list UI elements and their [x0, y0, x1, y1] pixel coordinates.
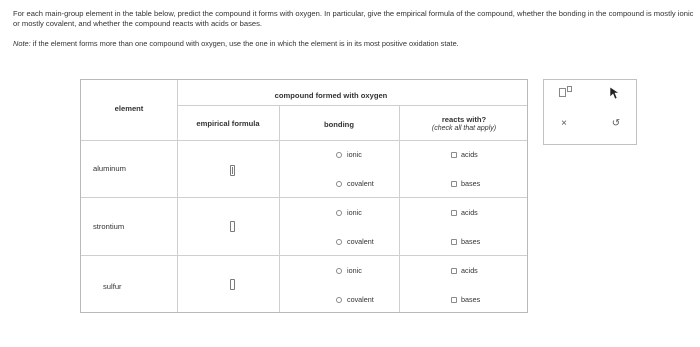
- checkbox-acids-sulfur[interactable]: [451, 266, 478, 275]
- radio-covalent-strontium[interactable]: [336, 237, 374, 246]
- checkbox-square[interactable]: [451, 152, 457, 158]
- checkbox-label: bases: [461, 237, 481, 246]
- checkbox-square[interactable]: [451, 268, 457, 274]
- superscript-base-box: [559, 88, 566, 97]
- grid-line: [81, 255, 527, 256]
- grid-line: [177, 105, 527, 106]
- radio-circle[interactable]: [336, 210, 342, 216]
- radio-circle[interactable]: [336, 239, 342, 245]
- checkbox-square[interactable]: [451, 239, 457, 245]
- header-bonding: bonding: [324, 120, 354, 129]
- checkbox-bases-sulfur[interactable]: [451, 295, 480, 304]
- cursor-icon-svg: [609, 86, 621, 100]
- checkbox-acids-strontium[interactable]: [451, 208, 478, 217]
- radio-ionic-strontium[interactable]: [336, 208, 362, 217]
- checkbox-label: acids: [461, 208, 478, 217]
- radio-ionic-aluminum[interactable]: [336, 150, 362, 159]
- radio-covalent-sulfur[interactable]: [336, 295, 374, 304]
- radio-label: covalent: [347, 179, 374, 188]
- formula-input-strontium[interactable]: [230, 221, 235, 232]
- note-text: [13, 39, 697, 48]
- header-compound-group: compound formed with oxygen: [274, 91, 388, 100]
- checkbox-label: acids: [461, 266, 478, 275]
- formula-input-aluminum[interactable]: [230, 165, 235, 176]
- grid-line: [81, 140, 527, 141]
- checkbox-square[interactable]: [451, 210, 457, 216]
- radio-label: covalent: [347, 237, 374, 246]
- checkbox-bases-aluminum[interactable]: [451, 179, 480, 188]
- grid-line: [177, 80, 178, 312]
- checkbox-label: acids: [461, 150, 478, 159]
- radio-label: ionic: [347, 208, 362, 217]
- grid-line: [279, 105, 280, 312]
- element-label-aluminum: aluminum: [93, 164, 126, 173]
- radio-ionic-sulfur[interactable]: [336, 266, 362, 275]
- undo-icon[interactable]: ↺: [611, 118, 621, 129]
- element-label-sulfur: sulfur: [103, 282, 122, 291]
- superscript-icon[interactable]: [559, 86, 577, 100]
- note-label: Note:: [13, 39, 31, 48]
- clear-icon[interactable]: ×: [561, 118, 567, 129]
- radio-circle[interactable]: [336, 181, 342, 187]
- header-reacts-subtitle: (check all that apply): [431, 125, 497, 132]
- tool-panel: [543, 79, 637, 145]
- checkbox-square[interactable]: [451, 181, 457, 187]
- checkbox-bases-strontium[interactable]: [451, 237, 480, 246]
- note-body: if the element forms more than one compound with oxygen, use the one in which the element is in its most positive oxidation state.: [30, 39, 459, 48]
- grid-line: [81, 197, 527, 198]
- superscript-exponent-box: [567, 86, 572, 92]
- question-table: [80, 79, 528, 313]
- radio-circle[interactable]: [336, 297, 342, 303]
- element-label-strontium: strontium: [93, 222, 125, 231]
- radio-covalent-aluminum[interactable]: [336, 179, 374, 188]
- radio-label: covalent: [347, 295, 374, 304]
- cursor-icon: [609, 86, 621, 100]
- checkbox-square[interactable]: [451, 297, 457, 303]
- header-element: element: [114, 104, 144, 113]
- formula-input-sulfur[interactable]: [230, 279, 235, 290]
- radio-label: ionic: [347, 266, 362, 275]
- checkbox-label: bases: [461, 295, 481, 304]
- grid-line: [399, 105, 400, 312]
- instructions-text: For each main-group element in the table below, predict the compound it forms with oxygen. In particular, give the empirical formula of the compound, whether the bonding in the compound is mostly ionic or mostly covalent, and whether the compound reacts with acids or bases.: [13, 9, 694, 28]
- radio-circle[interactable]: [336, 268, 342, 274]
- checkbox-label: bases: [461, 179, 481, 188]
- header-reacts-with: reacts with?: [441, 115, 487, 124]
- radio-label: ionic: [347, 150, 362, 159]
- checkbox-acids-aluminum[interactable]: [451, 150, 478, 159]
- radio-circle[interactable]: [336, 152, 342, 158]
- header-empirical-formula: empirical formula: [196, 119, 260, 128]
